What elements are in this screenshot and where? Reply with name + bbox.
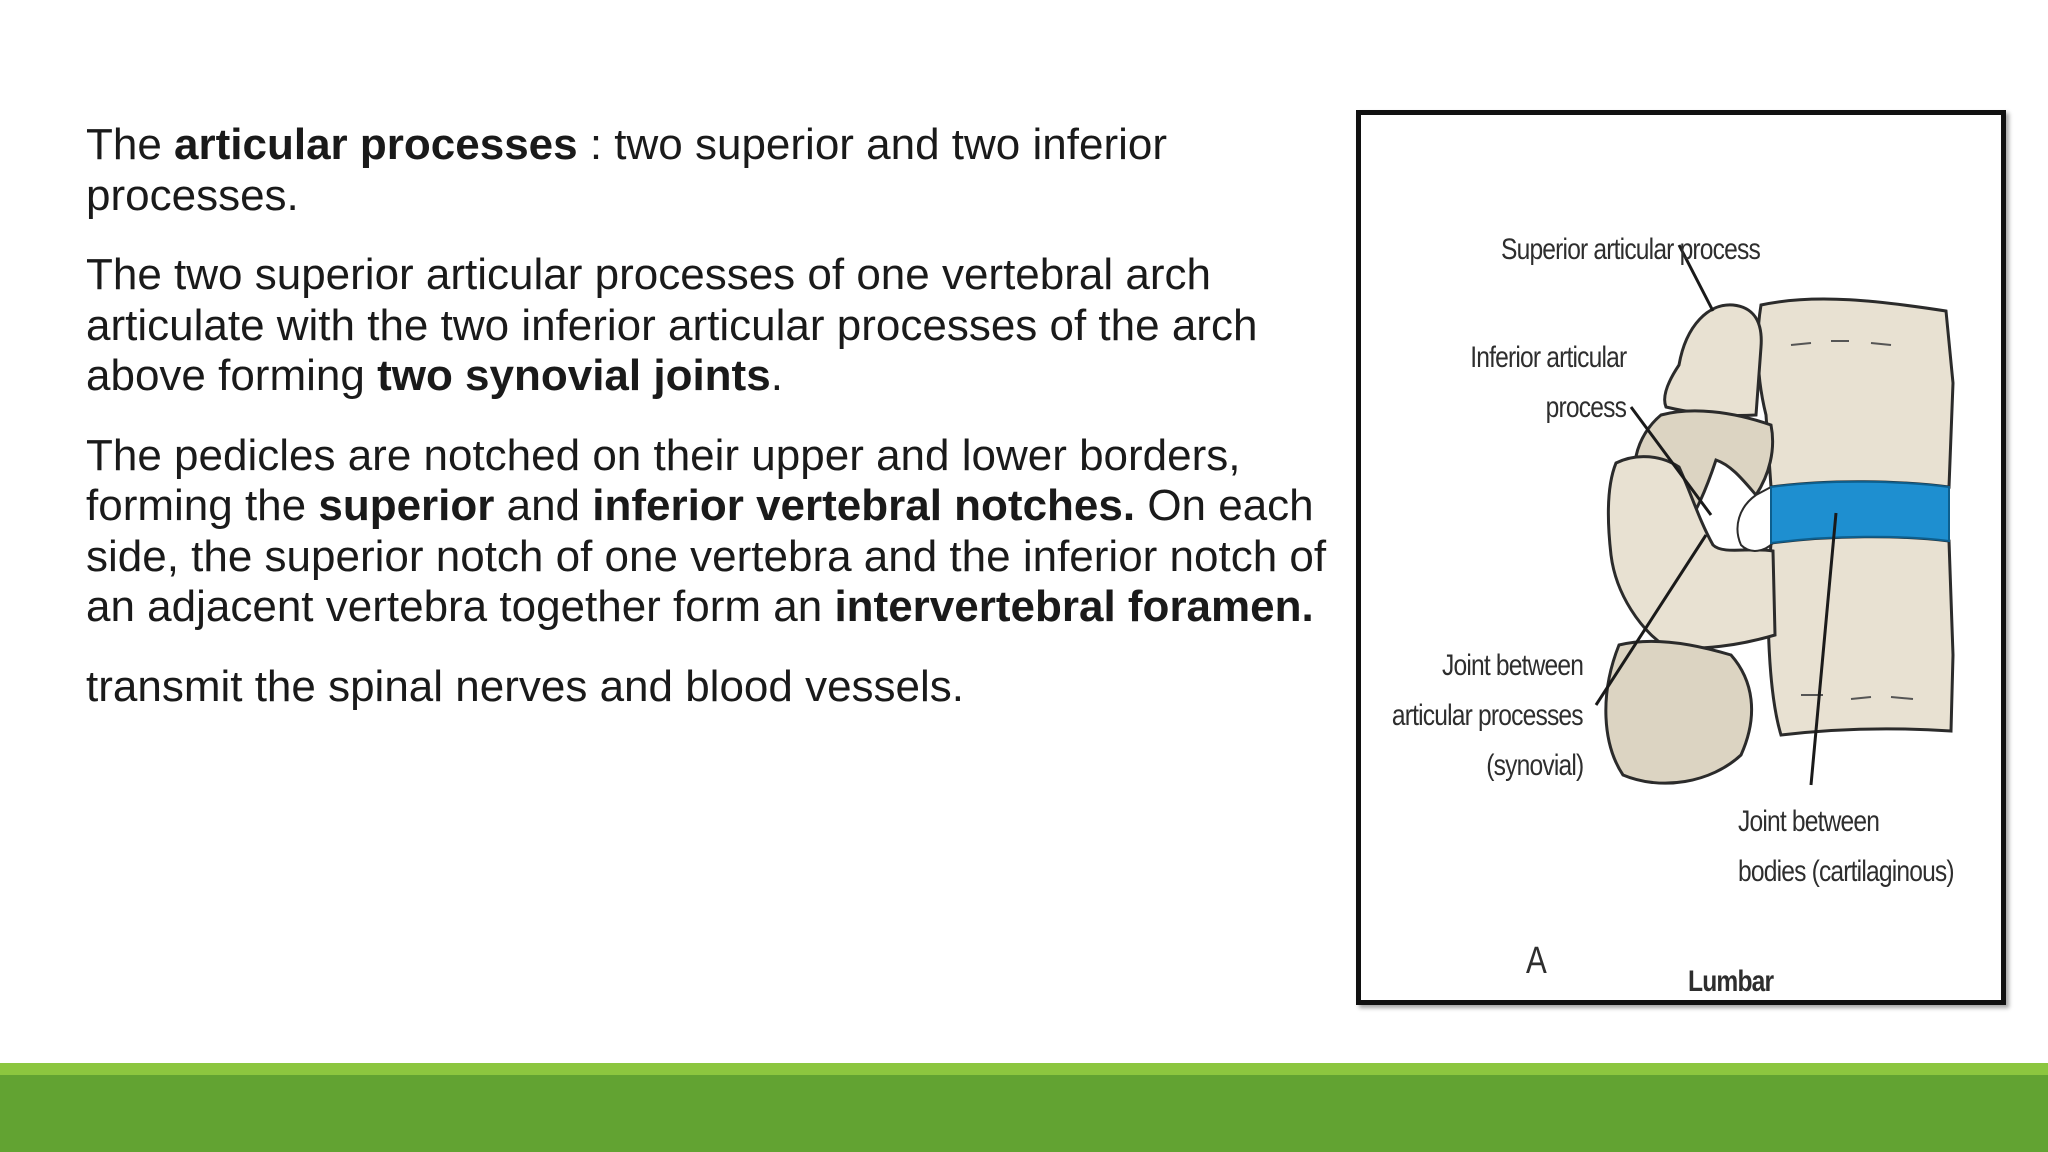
paragraph-transmit <box>86 662 1356 713</box>
p2-text-2: . <box>770 351 783 400</box>
label-panel-letter: A <box>1526 940 1546 982</box>
label-joint-articular-line1: Joint between <box>1441 649 1583 682</box>
label-joint-bodies-line1: Joint between <box>1738 805 1880 838</box>
p3-text-1: The pedicles are notched on their upper and lower borders, forming the <box>86 430 1241 530</box>
p3-bold-inferior-notches: inferior vertebral notches. <box>592 481 1136 530</box>
footer-band-dark <box>0 1075 2048 1152</box>
p4-text-1: transmit the spinal nerves and blood vessels. <box>86 661 965 711</box>
label-inferior-articular-line1: Inferior articular <box>1469 341 1626 374</box>
p3-bold-intervertebral-foramen: intervertebral foramen. <box>834 582 1314 631</box>
upper-vertebral-body <box>1758 299 1953 487</box>
slide-body-text <box>86 120 1356 741</box>
p3-bold-superior: superior <box>318 481 495 530</box>
p3-text-3: On each side, the superior notch of one vertebra and the inferior notch of an adjacent vertebra together form an <box>86 481 1327 631</box>
p1-text-2: : two superior and two inferior processes. <box>86 120 1167 220</box>
paragraph-pedicles <box>86 431 1356 633</box>
p2-text-1: The two superior articular processes of one vertebral arch articulate with the two inferior articular processes of the arch above forming <box>86 250 1258 400</box>
paragraph-superior-articular <box>86 250 1356 402</box>
label-joint-bodies-line2: bodies (cartilaginous) <box>1738 855 1954 888</box>
label-joint-articular-line2: articular processes <box>1392 699 1583 732</box>
vertebra-figure <box>1356 110 2006 1005</box>
lower-inferior-articular <box>1606 641 1752 783</box>
label-superior-articular-process: Superior articular process <box>1501 233 1760 266</box>
p1-text-1: The <box>86 120 175 169</box>
intervertebral-disc <box>1771 482 1949 543</box>
footer-band-light <box>0 1063 2048 1075</box>
p3-text-2: and <box>494 481 593 530</box>
label-joint-articular-line3: (synovial) <box>1485 749 1583 782</box>
p2-bold-synovial-joints: two synovial joints <box>377 351 771 400</box>
intervertebral-foramen <box>1737 487 1773 551</box>
p1-bold-articular-processes: articular processes <box>174 120 578 169</box>
upper-superior-articular <box>1665 305 1762 416</box>
label-inferior-articular-line2: process <box>1545 391 1626 424</box>
paragraph-articular-processes <box>86 120 1356 221</box>
label-region-lumbar: Lumbar <box>1688 965 1774 998</box>
lower-vertebral-body <box>1768 537 1953 735</box>
